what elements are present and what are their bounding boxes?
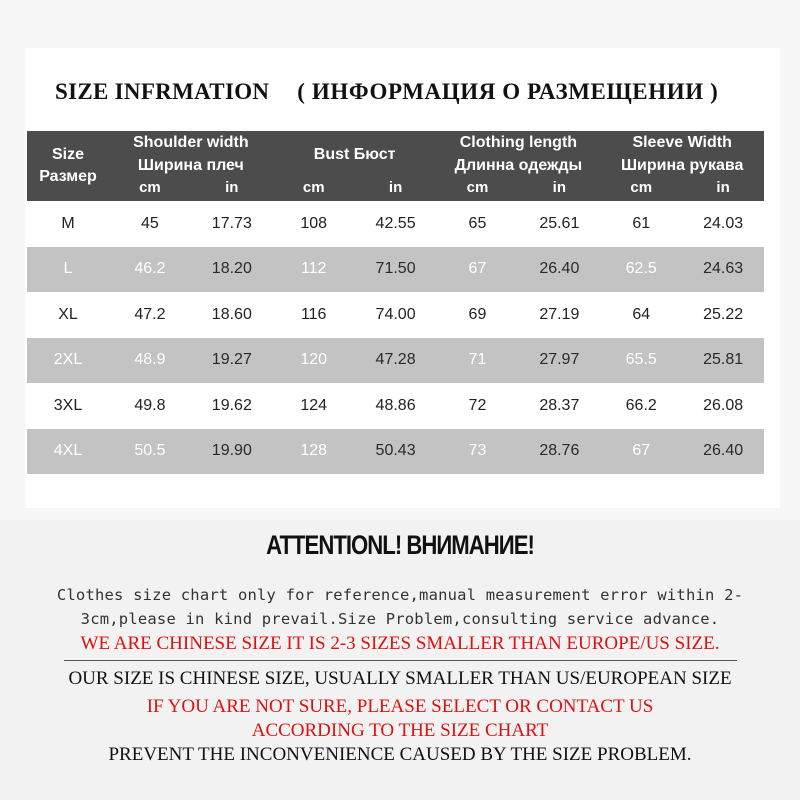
bust-header-text: Bust Бюст <box>313 145 396 163</box>
size-cell: 4XL <box>27 429 109 475</box>
unit-header: in <box>355 177 437 201</box>
table-cell: 18.60 <box>191 292 273 338</box>
table-row <box>27 338 764 384</box>
footer-line-1: OUR SIZE IS CHINESE SIZE, USUALLY SMALLER THAN US/EUROPEAN SIZE <box>68 668 732 689</box>
table-row <box>27 383 764 429</box>
table-row <box>27 247 764 293</box>
table-cell: 48.9 <box>109 338 191 384</box>
table-cell: 74.00 <box>355 292 437 338</box>
table-cell: 64 <box>600 292 682 338</box>
size-column-header <box>27 131 109 201</box>
table-cell: 128 <box>273 429 355 475</box>
table-cell: 24.63 <box>682 247 764 293</box>
reference-note: Clothes size chart only for reference,manual measurement error within 2-3cm,please in kind prevail.Size Problem,consulting service advance. <box>56 586 744 628</box>
table-cell: 26.40 <box>682 429 764 475</box>
attention-heading: ATTENTIONL! ВНИМАНИЕ! <box>266 530 534 560</box>
shoulder-header-en: Shoulder width <box>133 134 249 151</box>
table-cell: 49.8 <box>109 383 191 429</box>
length-header-ru: Длинна одежды <box>454 157 583 174</box>
table-row <box>27 429 764 475</box>
table-cell: 19.90 <box>191 429 273 475</box>
table-cell: 46.2 <box>109 247 191 293</box>
table-cell: 25.81 <box>682 338 764 384</box>
shoulder-header-ru: Ширина плеч <box>137 157 244 174</box>
table-cell: 67 <box>600 429 682 475</box>
table-row <box>27 292 764 338</box>
table-cell: 45 <box>109 201 191 247</box>
table-cell: 28.37 <box>518 383 600 429</box>
table-cell: 24.03 <box>682 201 764 247</box>
table-cell: 27.19 <box>518 292 600 338</box>
unit-header: in <box>518 177 600 201</box>
size-table <box>27 131 764 474</box>
table-cell: 73 <box>437 429 519 475</box>
table-cell: 47.28 <box>355 338 437 384</box>
table-cell: 61 <box>600 201 682 247</box>
title-english: SIZE INFRMATION <box>55 79 270 104</box>
unit-header: cm <box>109 177 191 201</box>
table-cell: 124 <box>273 383 355 429</box>
table-cell: 66.2 <box>600 383 682 429</box>
bust-header <box>273 131 437 177</box>
shoulder-width-header <box>109 131 273 177</box>
footer-line-2: IF YOU ARE NOT SURE, PLEASE SELECT OR CONTACT US <box>146 696 654 717</box>
table-cell: 42.55 <box>355 201 437 247</box>
table-cell: 72 <box>437 383 519 429</box>
size-cell: L <box>27 247 109 293</box>
chinese-size-warning: WE ARE CHINESE SIZE IT IS 2-3 SIZES SMALLER THAN EUROPE/US SIZE. <box>80 633 720 654</box>
table-cell: 50.5 <box>109 429 191 475</box>
table-cell: 65 <box>437 201 519 247</box>
footer-line-3: ACCORDING TO THE SIZE CHART <box>251 720 549 741</box>
size-cell: XL <box>27 292 109 338</box>
table-cell: 71 <box>437 338 519 384</box>
table-cell: 25.61 <box>518 201 600 247</box>
divider-line <box>64 660 737 661</box>
table-cell: 69 <box>437 292 519 338</box>
size-cell: M <box>27 201 109 247</box>
size-header-ru: Размер <box>39 168 97 185</box>
table-cell: 47.2 <box>109 292 191 338</box>
clothing-length-header <box>437 131 601 177</box>
sleeve-width-header <box>600 131 764 177</box>
size-info-title <box>55 76 775 108</box>
footer-line-4: PREVENT THE INCONVENIENCE CAUSED BY THE SIZE PROBLEM. <box>108 744 692 765</box>
table-cell: 112 <box>273 247 355 293</box>
table-row <box>27 201 764 247</box>
unit-header: in <box>191 177 273 201</box>
table-cell: 19.62 <box>191 383 273 429</box>
length-header-en: Clothing length <box>459 134 578 151</box>
sleeve-header-ru: Ширина рукава <box>620 157 744 174</box>
table-cell: 62.5 <box>600 247 682 293</box>
table-cell: 65.5 <box>600 338 682 384</box>
size-cell: 3XL <box>27 383 109 429</box>
unit-header: cm <box>600 177 682 201</box>
table-cell: 25.22 <box>682 292 764 338</box>
size-cell: 2XL <box>27 338 109 384</box>
table-cell: 67 <box>437 247 519 293</box>
table-cell: 48.86 <box>355 383 437 429</box>
table-cell: 19.27 <box>191 338 273 384</box>
unit-header: cm <box>437 177 519 201</box>
sleeve-header-en: Sleeve Width <box>632 134 732 151</box>
table-cell: 116 <box>273 292 355 338</box>
table-cell: 28.76 <box>518 429 600 475</box>
table-cell: 18.20 <box>191 247 273 293</box>
title-russian: ( ИНФОРМАЦИЯ О РАЗМЕЩЕНИИ ) <box>297 79 719 104</box>
table-cell: 108 <box>273 201 355 247</box>
table-cell: 27.97 <box>518 338 600 384</box>
unit-header: in <box>682 177 764 201</box>
table-cell: 71.50 <box>355 247 437 293</box>
table-cell: 26.40 <box>518 247 600 293</box>
table-cell: 120 <box>273 338 355 384</box>
unit-header: cm <box>273 177 355 201</box>
size-header-en: Size <box>51 146 84 163</box>
table-cell: 26.08 <box>682 383 764 429</box>
table-cell: 17.73 <box>191 201 273 247</box>
table-cell: 50.43 <box>355 429 437 475</box>
